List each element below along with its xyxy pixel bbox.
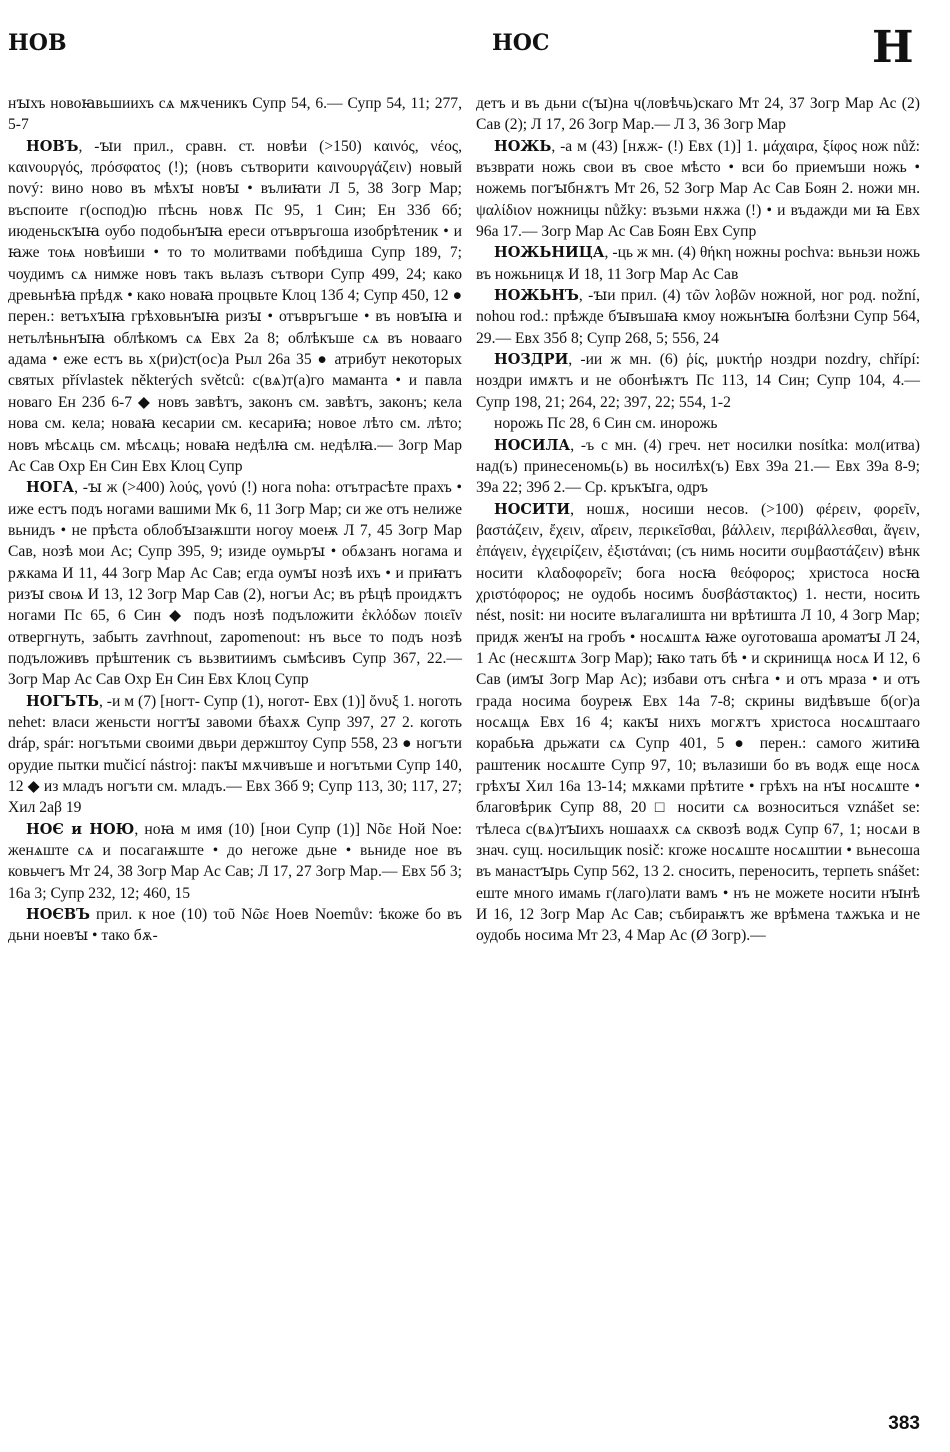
dictionary-entry: [476, 435, 920, 499]
entry-body: нꙑхъ новоꙗвьшиихъ сѧ мѫченикъ Супр 54, 6.— Супр 54, 11; 277, 5-7: [8, 95, 462, 134]
page-number: 383: [888, 1413, 920, 1434]
left-column: [8, 93, 462, 947]
headword: НОВЪ: [26, 137, 79, 155]
dictionary-entry: [476, 93, 920, 136]
headword: НОЖЬНЪ: [494, 287, 579, 305]
dictionary-entry: [476, 242, 920, 285]
dictionary-entry: [476, 413, 920, 434]
dictionary-entry: [476, 499, 920, 947]
entry-body: , -ии ж мн. (6) ῥίς, μυκτήρ ноздри nozdry, chřípí: ноздри имѫтъ и не обонѣѭтъ Пс 113, 14 Син; Супр 104, 4.— Супр 198, 21; 264, 22; 397, 22; 554, 1-2: [476, 351, 920, 411]
dictionary-entry: [8, 477, 462, 690]
headword: НОЖЬНИЦА: [494, 244, 605, 262]
dictionary-entry: [476, 136, 920, 243]
entry-body: , -ць ж мн. (4) θήκη ножны pochva: вьньзи ножь въ ножьницѫ И 18, 11 Зогр Мар Ас Сав: [476, 244, 920, 283]
dictionary-entry: [8, 904, 462, 947]
headword: НОСИЛА: [494, 436, 571, 454]
headword: НОГЪТЬ: [26, 692, 99, 710]
headword: НОЗДРИ: [494, 351, 569, 369]
headword: НОГА: [26, 479, 75, 497]
headword: НОЄ и НОЮ: [26, 820, 135, 838]
entry-body: , -а м (43) [нѫж- (!) Евх (1)] 1. μάχαιρα, ξίφος нож nůž: възврати ножь свои въ свое мѣсто • вси бо приемъши ножь • ножемь погꙑбнѫтъ Мт 26, 52 Зогр Мар Ас Сав Боян 2. ножи мн. ψαλίδιον ножницы nůžky: възьми нѫжа (!) • и въдажди ми ꙗ Евх 96а 17.— Зогр Мар Ас Сав Боян Евх Супр: [476, 137, 920, 241]
entry-body: , ношѫ, носиши несов. (>100) φέρειν, φορεῖν, βαστάζειν, ἔχειν, αἴρειν, περικεῖσθαι, βάλλειν, περιβάλλεσθαι, ἄγειν, ἐπάγειν, ἐγχειρίζειν, ἐξιστάναι; (съ нимь носити συμβαστάζειν) вѣнк носити κλαδοφορεῖν; бога носꙗ θεόφορος; христоса носꙗ χριστόφορος; не оудобь носимъ δυσβάστακτος) 1. нести, носить nést, nosit: ни носите вълагалишта ни врѣтишта Л 10, 4 Зогр Мар; придѫ женꙑ на гробъ • носѧштѧ ꙗже оуготоваша ароматꙑ Л 24, 1 Ас (несѫштѧ Зогр Мар); ꙗко тать бѣ • и скринищѧ носѧ И 12, 6 Сав (имꙑ Зогр Мар Ас); избави отъ снѣга • и отъ мраза • и отъ града носима боуреѭ Евх 14а 7-8; скрины видѣвъше б(ог)а носѧщѧ Евх 16 4; какꙑ нихъ могѫтъ христоса носѧштааго корабьꙗ дрьжати сѧ Супр 401, 5 ● перен.: самого житиꙗ раштеник носѧште Супр 97, 10; вълазиши бо въ водѫ еще носѧ грѣхꙑ Хил 16а 13-14; мѫками прѣтите • грѣхъ на нꙑ носѧште • благовѣрик Супр 88, 20 □ носити сѧ возноситься vznášet se: тѣлеса с(вѧ)тꙑихъ ношаахѫ сѧ сквозѣ водѫ Супр 67, 1; носѧи в знач. сущ. носильщик nosič: кгоже носѧште носѧштии • вьнесоша въ манастꙑрь Супр 562, 13 2. сносить, переносить, терпеть snášet: еште много имамь г(лаго)лати вамъ • нъ не можете носити нꙑнѣ И 16, 12 Зогр Мар Ас Сав; събираѭтъ же врѣмена тѧжъка и не оудобь носима Мт 23, 4 Мар Ас (Ø Зогр).—: [476, 500, 920, 945]
dictionary-entry: [8, 93, 462, 136]
dictionary-entry: [8, 691, 462, 819]
entry-body: , -ъ с мн. (4) греч. нет носилки nosítka: мол(итва) над(ъ) принесеномь(ь) вь носилѣх(ъ) Евх 39а 21.— Евх 39а 8-9; 39а 22; 39б 2.— Ср. кръкꙑга, одръ: [476, 436, 920, 497]
entry-body: , ноꙗ м имя (10) [нои Супр (1)] Nõε Ной Noe: женѧште сѧ и посагаѭште • до негоже дьне • вьниде ное въ ковьчегъ Мт 24, 38 Зогр Мар Ас Сав; Л 17, 27 Зогр Мар.— Евх 5б 3; 16а 3; Супр 232, 12; 460, 15: [8, 820, 462, 902]
dictionary-entry: [476, 349, 920, 413]
running-head-left: НОВ: [8, 30, 67, 56]
entry-body: , -ꙑ ж (>400) λούς, γονύ (!) нога noha: отътрасѣте прахъ • иже естъ подъ ногами вашими Мк 6, 11 Зогр Мар; си же отъ нелиже вьнидъ • не прѣста облобꙑзаѭшти ногоу моеѭ Л 7, 45 Зогр Мар Сав, нозѣ мои Ас; Супр 395, 9; изиде оумьрꙑ • обѧзанъ ногама и рѫкама И 11, 44 Зогр Мар Ас Сав; егда оумꙑ нозѣ ихъ • и приꙗтъ ризꙑ своѩ И 13, 12 Зогр Мар Сав (2), ногъи Ас; въ рѣцѣ проидѫтъ ногами Пс 65, 6 Син ◆ подъ нозѣ подъложити ἐκλόδων ποιεῖν отвергнуть, забыть zavrhnout, zapomenout: нъ вьсе то подъ нозѣ подъложивъ прѣштеник съ вьзвитиимъ сьмѣсивъ Супр 367, 22.— Зогр Мар Ас Сав Охр Ен Син Евх Клоц Супр: [8, 479, 462, 689]
section-letter: Н: [872, 22, 914, 73]
entry-body: прил. к ное (10) τοῦ Νῶε Ноев Noemův: ѣкоже бо въ дьни ноевꙑ • тако бѫ-: [8, 906, 462, 945]
entry-body: , -ꙑи прил. (4) τῶν λοβῶν ножной, ног род. nožní, nohou rod.: прѣжде бꙑвъшаꙗ кмоу ножьнꙑꙗ болѣзни Супр 564, 29.— Евх 35б 8; Супр 268, 5; 556, 24: [476, 287, 920, 347]
right-column: [476, 93, 920, 947]
headword: НОЖЬ: [494, 137, 552, 155]
dictionary-entry: [8, 819, 462, 904]
entry-body: , -и м (7) [ногт- Супр (1), ногот- Евх (1)] ὄνυξ 1. ноготь nehet: власи женьсти ногтꙑ завоми бѣахѫ Супр 397, 27 2. коготь dráp, spár: ногътьми своими двьри держштоу Супр 558, 23 ● ногъти орудие пытки mučicí nástroj: пакꙑ мѫчивъше и ногътьми Супр 140, 12 ◆ из младъ ногъти см. младъ.— Евх 36б 9; Супр 113, 30; 117, 27; Хил 2аβ 19: [8, 692, 462, 817]
dictionary-entry: [8, 136, 462, 478]
entry-body: норожь Пс 28, 6 Син см. инорожь: [494, 415, 718, 433]
headword: НОСИТИ: [494, 500, 571, 518]
dictionary-entry: [476, 285, 920, 349]
entry-body: детъ и въ дьни с(ꙑ)на ч(ловѣчь)скаго Мт 24, 37 Зогр Мар Ас (2) Сав (2); Л 17, 26 Зогр Мар.— Л 3, 36 Зогр Мар: [476, 95, 920, 134]
entry-body: , -ꙑи прил., сравн. ст. новѣи (>150) καινός, νέος, καινουργός, πρόσφατος (!); (новъ сътворити καινουργάζειν) новый nový: вино ново въ мѣхꙑ новꙑ • вълиꙗти Л 5, 38 Зогр Мар; въспоите г(оспод)ю пѣснь новѫ Пс 95, 1 Син; Ен 33б 6б; июденьскꙑꙗ оубо подобьнꙑꙗ ереси отъвръгоша изобрѣтеник • и ꙗже тоѩ новѣиши • то то молитвами побѣдиша Супр 189, 7; чоудимъ сѧ нимже новъ такъ вьлазъ сътвори Супр 499, 24; како древьнѣꙗ прѣдѫ • како новаꙗ процвьте Клоц 13б 4; Супр 450, 12 ● перен.: ветъхꙑꙗ грѣховьнꙑꙗ ризꙑ • отъвръгъше • въ новꙑꙗ и нетьлѣньнꙑꙗ облѣкомъ сѧ Евх 2а 8; облѣкъше сѧ въ новааго адама • еже естъ вь х(ри)ст(ос)а Рыл 26а 35 ● атрибут некоторых святых přívlastek některých světců: с(вѧ)т(а)го маманта • и павла новаго Ен 23б 6-7 ◆ новъ завѣтъ, законъ см. завѣтъ, законъ; кела нова см. кела; новаꙗ кесарии см. кесариꙗ; новое лѣто см. лѣто; новъ мѣсѧць см. мѣсѧць; новаꙗ недѣлꙗ см. недѣлꙗ.— Зогр Мар Ас Сав Охр Ен Син Евх Клоц Супр: [8, 137, 462, 475]
headword: НОЄВЪ: [26, 906, 90, 924]
running-head-center: НОС: [492, 30, 550, 56]
